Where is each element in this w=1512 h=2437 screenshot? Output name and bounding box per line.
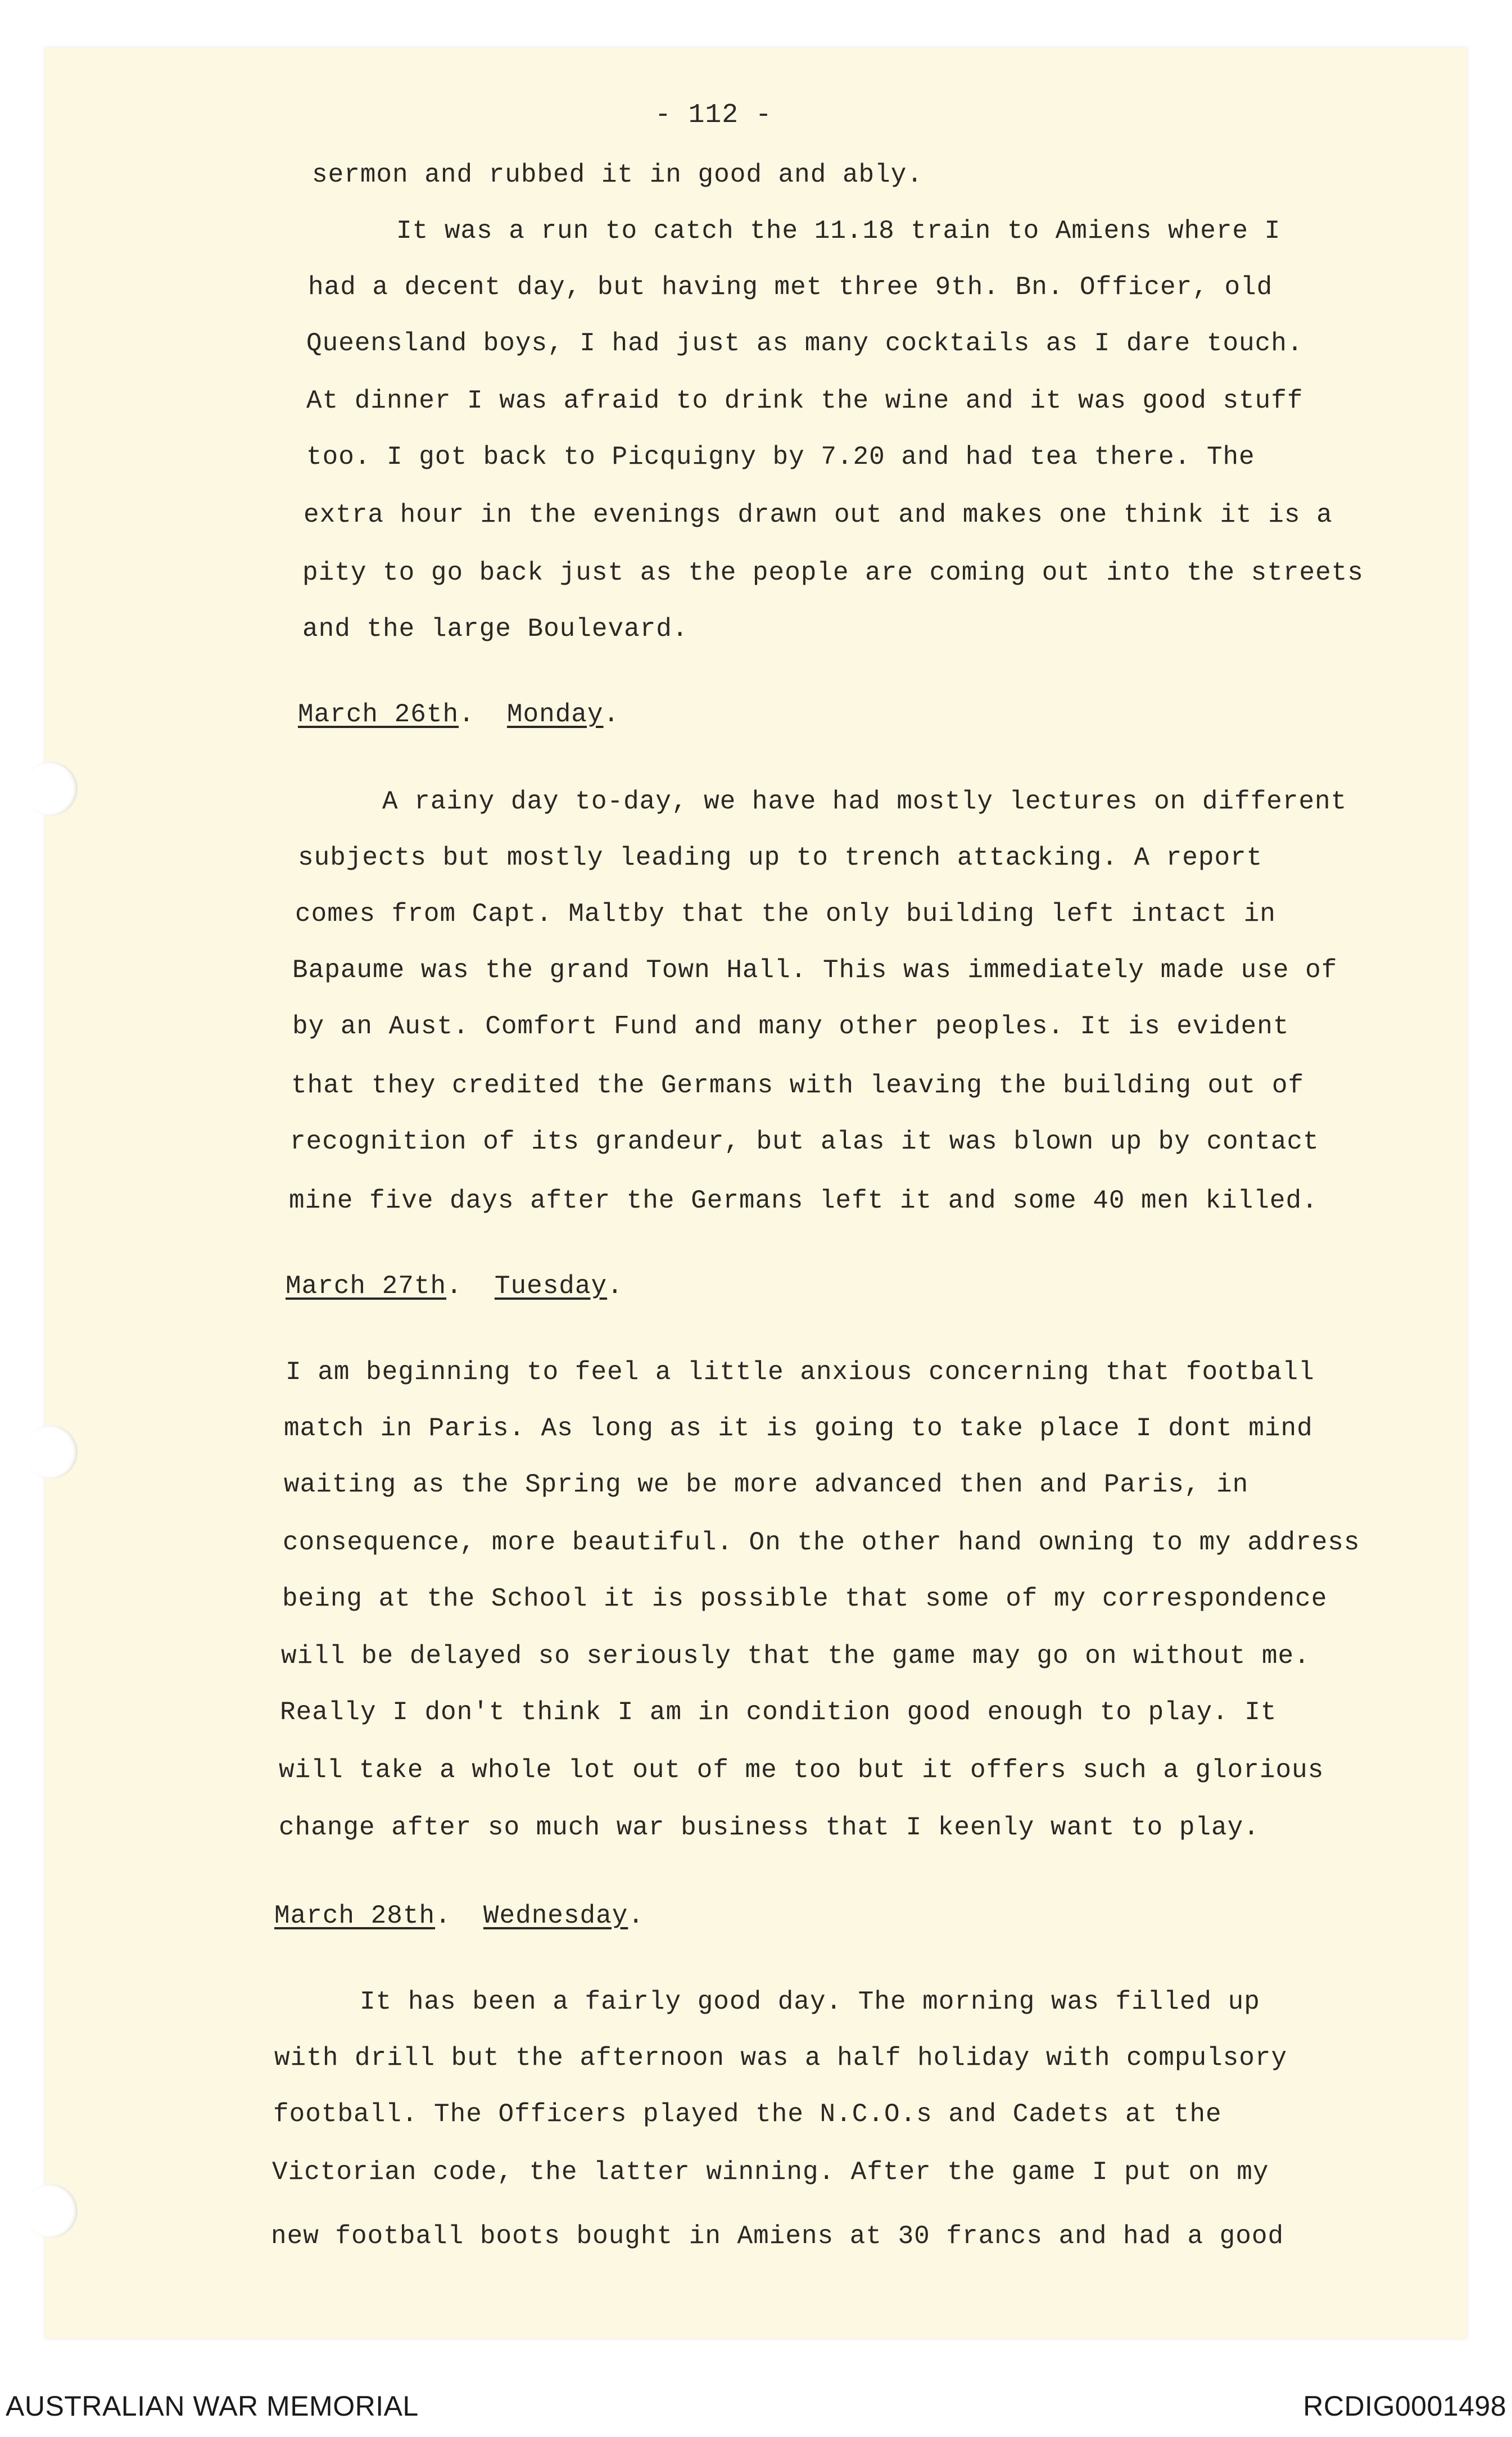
entry-day: Monday — [506, 700, 604, 729]
text-line: and the large Boulevard. — [302, 614, 689, 644]
text-line: that they credited the Germans with leaving the building out of — [291, 1071, 1305, 1100]
text-line: football. The Officers played the N.C.O.s and Cadets at the — [273, 2100, 1222, 2129]
entry-heading: March 28th. Wednesday. — [274, 1901, 644, 1930]
text-line: Victorian code, the latter winning. After the game I put on my — [272, 2158, 1269, 2187]
record-id: RCDIG0001498 — [1303, 2390, 1506, 2422]
text-line: Queensland boys, I had just as many cocktails as I dare touch. — [306, 329, 1303, 358]
text-line: waiting as the Spring we be more advanced then and Paris, in — [284, 1470, 1249, 1499]
text-line: A rainy day to-day, we have had mostly lectures on different — [382, 787, 1347, 816]
text-line: match in Paris. As long as it is going to take place I dont mind — [284, 1414, 1313, 1443]
text-line: mine five days after the Germans left it and some 40 men killed. — [289, 1186, 1318, 1215]
text-line: will be delayed so seriously that the game may go on without me. — [281, 1642, 1310, 1671]
text-line: had a decent day, but having met three 9th. Bn. Officer, old — [308, 273, 1273, 302]
text-line: subjects but mostly leading up to trench attacking. A report — [298, 843, 1263, 872]
entry-day: Tuesday — [494, 1272, 608, 1301]
text-line: recognition of its grandeur, but alas it was blown up by contact — [290, 1127, 1319, 1156]
text-line: will take a whole lot out of me too but it offers such a glorious — [279, 1756, 1324, 1785]
entry-heading: March 27th. Tuesday. — [286, 1272, 623, 1301]
text-line: change after so much war business that I keenly want to play. — [279, 1813, 1260, 1842]
text-line: sermon and rubbed it in good and ably. — [312, 160, 923, 189]
text-line: being at the School it is possible that some of my correspondence — [282, 1584, 1328, 1613]
entry-date: March 27th — [286, 1272, 447, 1301]
page-number: - 112 - — [655, 100, 772, 130]
text-line: by an Aust. Comfort Fund and many other peoples. It is evident — [292, 1012, 1289, 1041]
text-line: It was a run to catch the 11.18 train to Amiens where I — [396, 216, 1281, 246]
text-line: Really I don't think I am in condition good enough to play. It — [280, 1698, 1277, 1727]
punch-hole — [24, 762, 78, 816]
text-line: too. I got back to Picquigny by 7.20 and had tea there. The — [306, 442, 1255, 472]
entry-day: Wednesday — [483, 1901, 628, 1930]
entry-date: March 26th — [298, 700, 459, 729]
text-line: It has been a fairly good day. The morning was filled up — [360, 1987, 1260, 2016]
text-line: comes from Capt. Maltby that the only building left intact in — [295, 899, 1276, 929]
text-line: extra hour in the evenings drawn out and makes one think it is a — [304, 500, 1333, 530]
text-line: new football boots bought in Amiens at 30 francs and had a good — [271, 2222, 1284, 2251]
text-line: At dinner I was afraid to drink the wine and it was good stuff — [306, 386, 1303, 415]
text-line: pity to go back just as the people are coming out into the streets — [302, 558, 1364, 587]
entry-heading: March 26th. Monday. — [298, 700, 620, 729]
punch-hole — [24, 1425, 78, 1479]
text-line: with drill but the afternoon was a half holiday with compulsory — [274, 2043, 1288, 2073]
entry-date: March 28th — [274, 1901, 436, 1930]
text-line: I am beginning to feel a little anxious concerning that football — [286, 1358, 1315, 1387]
text-line: Bapaume was the grand Town Hall. This was immediately made use of — [292, 956, 1338, 985]
archive-credit: AUSTRALIAN WAR MEMORIAL — [6, 2390, 419, 2422]
punch-hole — [24, 2184, 78, 2238]
text-line: consequence, more beautiful. On the other hand owning to my address — [283, 1528, 1360, 1557]
